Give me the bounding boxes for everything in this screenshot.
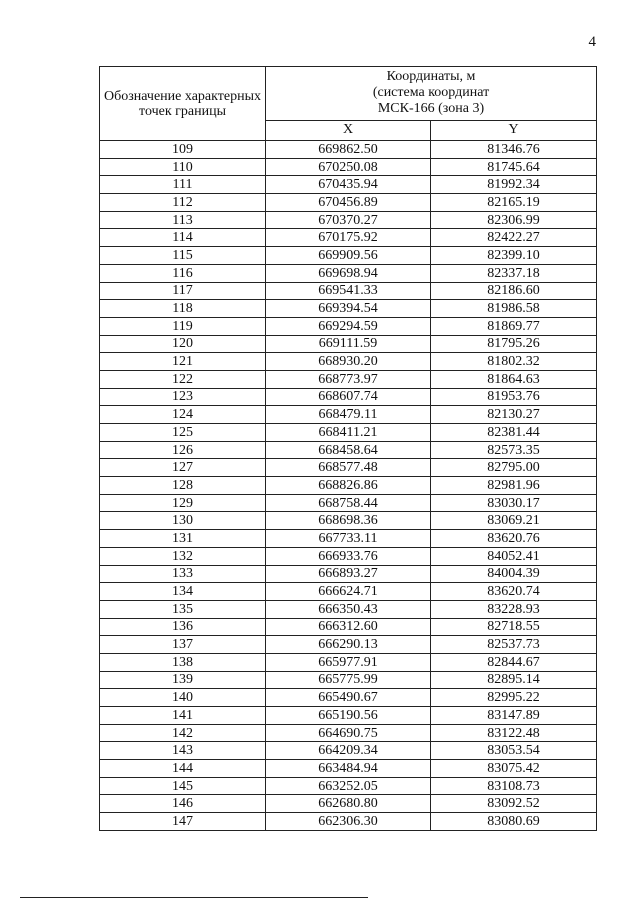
- page-number: 4: [588, 34, 596, 50]
- table-row: [100, 388, 597, 406]
- x-cell: 668773.97: [266, 370, 431, 388]
- y-cell: 81795.26: [431, 335, 597, 353]
- point-cell: 128: [100, 477, 266, 495]
- y-cell: 82573.35: [431, 441, 597, 459]
- table-row: [100, 300, 597, 318]
- table-row: [100, 194, 597, 212]
- x-cell: 663484.94: [266, 760, 431, 778]
- x-cell: 668411.21: [266, 424, 431, 442]
- footnote-divider: [20, 897, 368, 898]
- x-cell: 669394.54: [266, 300, 431, 318]
- x-cell: 666312.60: [266, 618, 431, 636]
- table-row: [100, 547, 597, 565]
- point-cell: 147: [100, 813, 266, 831]
- y-cell: 84052.41: [431, 547, 597, 565]
- header-coordinates-line1: Координаты, м: [386, 69, 476, 85]
- header-x: X: [266, 120, 431, 140]
- table-row: [100, 317, 597, 335]
- point-cell: 143: [100, 742, 266, 760]
- x-cell: 668577.48: [266, 459, 431, 477]
- header-point-designation: Обозначение характерных точек границы: [100, 67, 266, 141]
- y-cell: 81864.63: [431, 370, 597, 388]
- x-cell: 668758.44: [266, 494, 431, 512]
- y-cell: 83228.93: [431, 600, 597, 618]
- point-cell: 116: [100, 264, 266, 282]
- table-row: [100, 760, 597, 778]
- y-cell: 81953.76: [431, 388, 597, 406]
- x-cell: 664690.75: [266, 724, 431, 742]
- coordinates-table: [99, 66, 597, 831]
- point-cell: 124: [100, 406, 266, 424]
- y-cell: 83620.74: [431, 583, 597, 601]
- point-cell: 142: [100, 724, 266, 742]
- table-row: [100, 424, 597, 442]
- table-row: [100, 742, 597, 760]
- y-cell: 82537.73: [431, 636, 597, 654]
- point-cell: 123: [100, 388, 266, 406]
- y-cell: 84004.39: [431, 565, 597, 583]
- y-cell: 83053.54: [431, 742, 597, 760]
- y-cell: 81986.58: [431, 300, 597, 318]
- x-cell: 669862.50: [266, 141, 431, 159]
- y-cell: 81802.32: [431, 353, 597, 371]
- x-cell: 666624.71: [266, 583, 431, 601]
- point-cell: 138: [100, 653, 266, 671]
- y-cell: 83147.89: [431, 707, 597, 725]
- y-cell: 82844.67: [431, 653, 597, 671]
- x-cell: 662680.80: [266, 795, 431, 813]
- table-row: [100, 777, 597, 795]
- header-coordinates: [266, 67, 597, 121]
- point-cell: 115: [100, 247, 266, 265]
- point-cell: 127: [100, 459, 266, 477]
- x-cell: 670370.27: [266, 211, 431, 229]
- point-cell: 146: [100, 795, 266, 813]
- table-row: [100, 530, 597, 548]
- table-row: [100, 229, 597, 247]
- y-cell: 82981.96: [431, 477, 597, 495]
- x-cell: 669541.33: [266, 282, 431, 300]
- point-cell: 140: [100, 689, 266, 707]
- point-cell: 132: [100, 547, 266, 565]
- y-cell: 81869.77: [431, 317, 597, 335]
- table-row: [100, 689, 597, 707]
- x-cell: 668458.64: [266, 441, 431, 459]
- x-cell: 665977.91: [266, 653, 431, 671]
- point-cell: 109: [100, 141, 266, 159]
- table-row: [100, 353, 597, 371]
- x-cell: 666893.27: [266, 565, 431, 583]
- x-cell: 668930.20: [266, 353, 431, 371]
- table-row: [100, 636, 597, 654]
- point-cell: 139: [100, 671, 266, 689]
- x-cell: 665490.67: [266, 689, 431, 707]
- y-cell: 82399.10: [431, 247, 597, 265]
- table-row: [100, 406, 597, 424]
- header-y: Y: [431, 120, 597, 140]
- point-cell: 131: [100, 530, 266, 548]
- y-cell: 83122.48: [431, 724, 597, 742]
- point-cell: 111: [100, 176, 266, 194]
- table-row: [100, 795, 597, 813]
- point-cell: 141: [100, 707, 266, 725]
- table-row: [100, 176, 597, 194]
- table-row: [100, 441, 597, 459]
- x-cell: 666350.43: [266, 600, 431, 618]
- y-cell: 81992.34: [431, 176, 597, 194]
- y-cell: 82130.27: [431, 406, 597, 424]
- x-cell: 669698.94: [266, 264, 431, 282]
- x-cell: 669909.56: [266, 247, 431, 265]
- x-cell: 669294.59: [266, 317, 431, 335]
- table-row: [100, 494, 597, 512]
- table-row: [100, 335, 597, 353]
- x-cell: 663252.05: [266, 777, 431, 795]
- x-cell: 665190.56: [266, 707, 431, 725]
- point-cell: 117: [100, 282, 266, 300]
- table-row: [100, 724, 597, 742]
- y-cell: 83108.73: [431, 777, 597, 795]
- y-cell: 83075.42: [431, 760, 597, 778]
- table-row: [100, 282, 597, 300]
- y-cell: 82895.14: [431, 671, 597, 689]
- point-cell: 126: [100, 441, 266, 459]
- header-coordinates-line3: МСК-166 (зона 3): [377, 101, 485, 117]
- y-cell: 82337.18: [431, 264, 597, 282]
- table-row: [100, 583, 597, 601]
- y-cell: 82995.22: [431, 689, 597, 707]
- y-cell: 83080.69: [431, 813, 597, 831]
- y-cell: 83030.17: [431, 494, 597, 512]
- point-cell: 133: [100, 565, 266, 583]
- x-cell: 670456.89: [266, 194, 431, 212]
- y-cell: 81745.64: [431, 158, 597, 176]
- table-row: [100, 141, 597, 159]
- table-row: [100, 618, 597, 636]
- point-cell: 136: [100, 618, 266, 636]
- x-cell: 670250.08: [266, 158, 431, 176]
- table-row: [100, 565, 597, 583]
- table-row: [100, 211, 597, 229]
- table-row: [100, 600, 597, 618]
- y-cell: 82306.99: [431, 211, 597, 229]
- x-cell: 668826.86: [266, 477, 431, 495]
- x-cell: 669111.59: [266, 335, 431, 353]
- point-cell: 114: [100, 229, 266, 247]
- table-row: [100, 707, 597, 725]
- point-cell: 120: [100, 335, 266, 353]
- x-cell: 667733.11: [266, 530, 431, 548]
- y-cell: 83620.76: [431, 530, 597, 548]
- x-cell: 664209.34: [266, 742, 431, 760]
- table-row: [100, 477, 597, 495]
- point-cell: 135: [100, 600, 266, 618]
- point-cell: 110: [100, 158, 266, 176]
- point-cell: 145: [100, 777, 266, 795]
- x-cell: 668479.11: [266, 406, 431, 424]
- y-cell: 82186.60: [431, 282, 597, 300]
- table-row: [100, 671, 597, 689]
- x-cell: 670435.94: [266, 176, 431, 194]
- table-row: [100, 247, 597, 265]
- x-cell: 662306.30: [266, 813, 431, 831]
- table-row: [100, 512, 597, 530]
- point-cell: 119: [100, 317, 266, 335]
- point-cell: 118: [100, 300, 266, 318]
- x-cell: 666933.76: [266, 547, 431, 565]
- y-cell: 82381.44: [431, 424, 597, 442]
- table-header: [100, 67, 597, 141]
- point-cell: 113: [100, 211, 266, 229]
- point-cell: 112: [100, 194, 266, 212]
- x-cell: 668698.36: [266, 512, 431, 530]
- y-cell: 83069.21: [431, 512, 597, 530]
- x-cell: 668607.74: [266, 388, 431, 406]
- point-cell: 122: [100, 370, 266, 388]
- x-cell: 666290.13: [266, 636, 431, 654]
- table-body: [100, 141, 597, 831]
- header-coordinates-line2: (система координат: [372, 85, 490, 101]
- point-cell: 125: [100, 424, 266, 442]
- point-cell: 121: [100, 353, 266, 371]
- table-row: [100, 813, 597, 831]
- y-cell: 82718.55: [431, 618, 597, 636]
- table-row: [100, 459, 597, 477]
- y-cell: 82422.27: [431, 229, 597, 247]
- point-cell: 134: [100, 583, 266, 601]
- y-cell: 81346.76: [431, 141, 597, 159]
- table-row: [100, 370, 597, 388]
- table-row: [100, 158, 597, 176]
- point-cell: 129: [100, 494, 266, 512]
- point-cell: 130: [100, 512, 266, 530]
- y-cell: 82795.00: [431, 459, 597, 477]
- y-cell: 82165.19: [431, 194, 597, 212]
- x-cell: 665775.99: [266, 671, 431, 689]
- y-cell: 83092.52: [431, 795, 597, 813]
- table-row: [100, 653, 597, 671]
- table-row: [100, 264, 597, 282]
- x-cell: 670175.92: [266, 229, 431, 247]
- point-cell: 137: [100, 636, 266, 654]
- point-cell: 144: [100, 760, 266, 778]
